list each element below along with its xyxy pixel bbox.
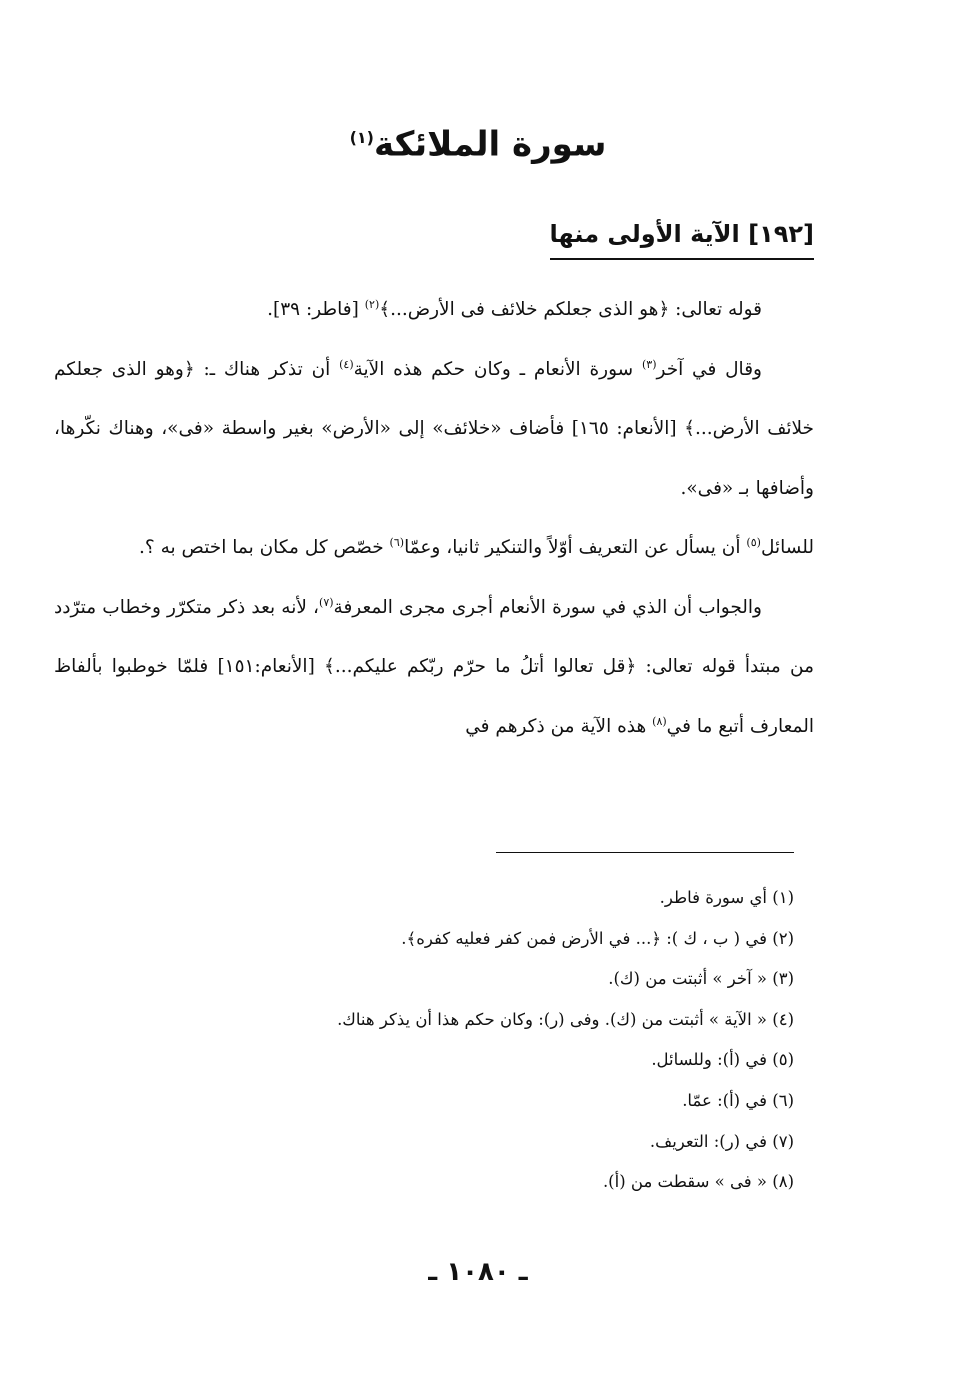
footnotes	[74, 878, 794, 1203]
body-text	[54, 280, 814, 756]
paragraph-4	[54, 578, 814, 757]
text-run: وقال في آخر	[656, 358, 762, 380]
footnote-item: (٨) « فى » سقطت من (أ).	[602, 1172, 794, 1192]
footnote-ref: (٤)	[339, 357, 354, 371]
text-run: هذه الآية من ذكرهم في	[465, 715, 653, 737]
footnote-item: (٤) « الآية » أثبتت من (ك). وفى (ر): وكان حكم هذا أن يذكر هناك.	[337, 1009, 794, 1029]
text-run: خصّص كل مكان بما اختص به ؟.	[139, 537, 390, 558]
text-run: أن يسأل عن التعريف أوّلاً والتنكير ثانيا، وعمّا	[404, 537, 747, 558]
footnote-ref: (١)	[349, 128, 374, 147]
footnote-item: (٣) « آخر » أثبتت من (ك).	[608, 969, 794, 989]
footnote-item: (١) أي سورة فاطر.	[659, 888, 794, 907]
footnote-ref: (٣)	[641, 357, 657, 371]
footnote-item: (٥) في (أ): وللسائل.	[651, 1050, 794, 1070]
paragraph-1	[54, 280, 814, 340]
footnote-ref: (٢)	[364, 297, 380, 311]
footnote-ref: (٦)	[389, 535, 405, 549]
section-heading: [١٩٢] الآية الأولى منها	[550, 214, 814, 260]
footnote-item: (٦) في (أ): عمّا.	[682, 1090, 794, 1110]
paragraph-3	[54, 518, 814, 578]
text-run: والجواب أن الذي في سورة الأنعام أجرى مجرى المعرفة	[333, 596, 762, 618]
text-run: للسائل	[760, 537, 814, 558]
footnote-ref: (٧)	[319, 595, 334, 609]
text-run: قوله تعالى: ﴿هو الذى جعلكم خلائف فى الأرض...﴾	[379, 299, 762, 320]
text-run: سورة الأنعام ـ وكان حكم هذه الآية	[353, 358, 642, 380]
footnote-item: (٢) في ( ب ، ك ): ﴿... في الأرض فمن كفر فعليه كفره﴾.	[401, 928, 794, 948]
footnote-ref: (٨)	[652, 714, 667, 728]
footnote-ref: (٥)	[746, 535, 761, 549]
surah-title	[0, 108, 956, 174]
surah-title-text: سورة الملائكة	[373, 124, 607, 165]
footnote-item: (٧) في (ر): التعريف.	[649, 1131, 794, 1151]
text-run: أن تذكر هناك ـ: ﴿وهو الذى جعلكم خلائف الأرض...﴾ [الأنعام: ١٦٥] فأضاف «خلائف» إلى «الأرض» بغير واسطة «فى»، وهناك نكّرها، وأضافها بـ «فى».	[54, 358, 814, 499]
paragraph-2	[54, 340, 814, 519]
text-run: ، لأنه بعد ذكر متكرّر وخطاب مترّدد من مبتدأ قوله تعالى: ﴿قل تعالوا أتلُ ما حرّم ربّكم عليكم...﴾ [الأنعام:١٥١] فلمّا خوطبوا بألفاظ المعارف أتبع ما في	[54, 596, 814, 737]
page-number: ـ ١٠٨٠ ـ	[428, 1257, 528, 1287]
text-run: [فاطر: ٣٩].	[267, 299, 365, 320]
footnote-divider	[496, 852, 794, 853]
